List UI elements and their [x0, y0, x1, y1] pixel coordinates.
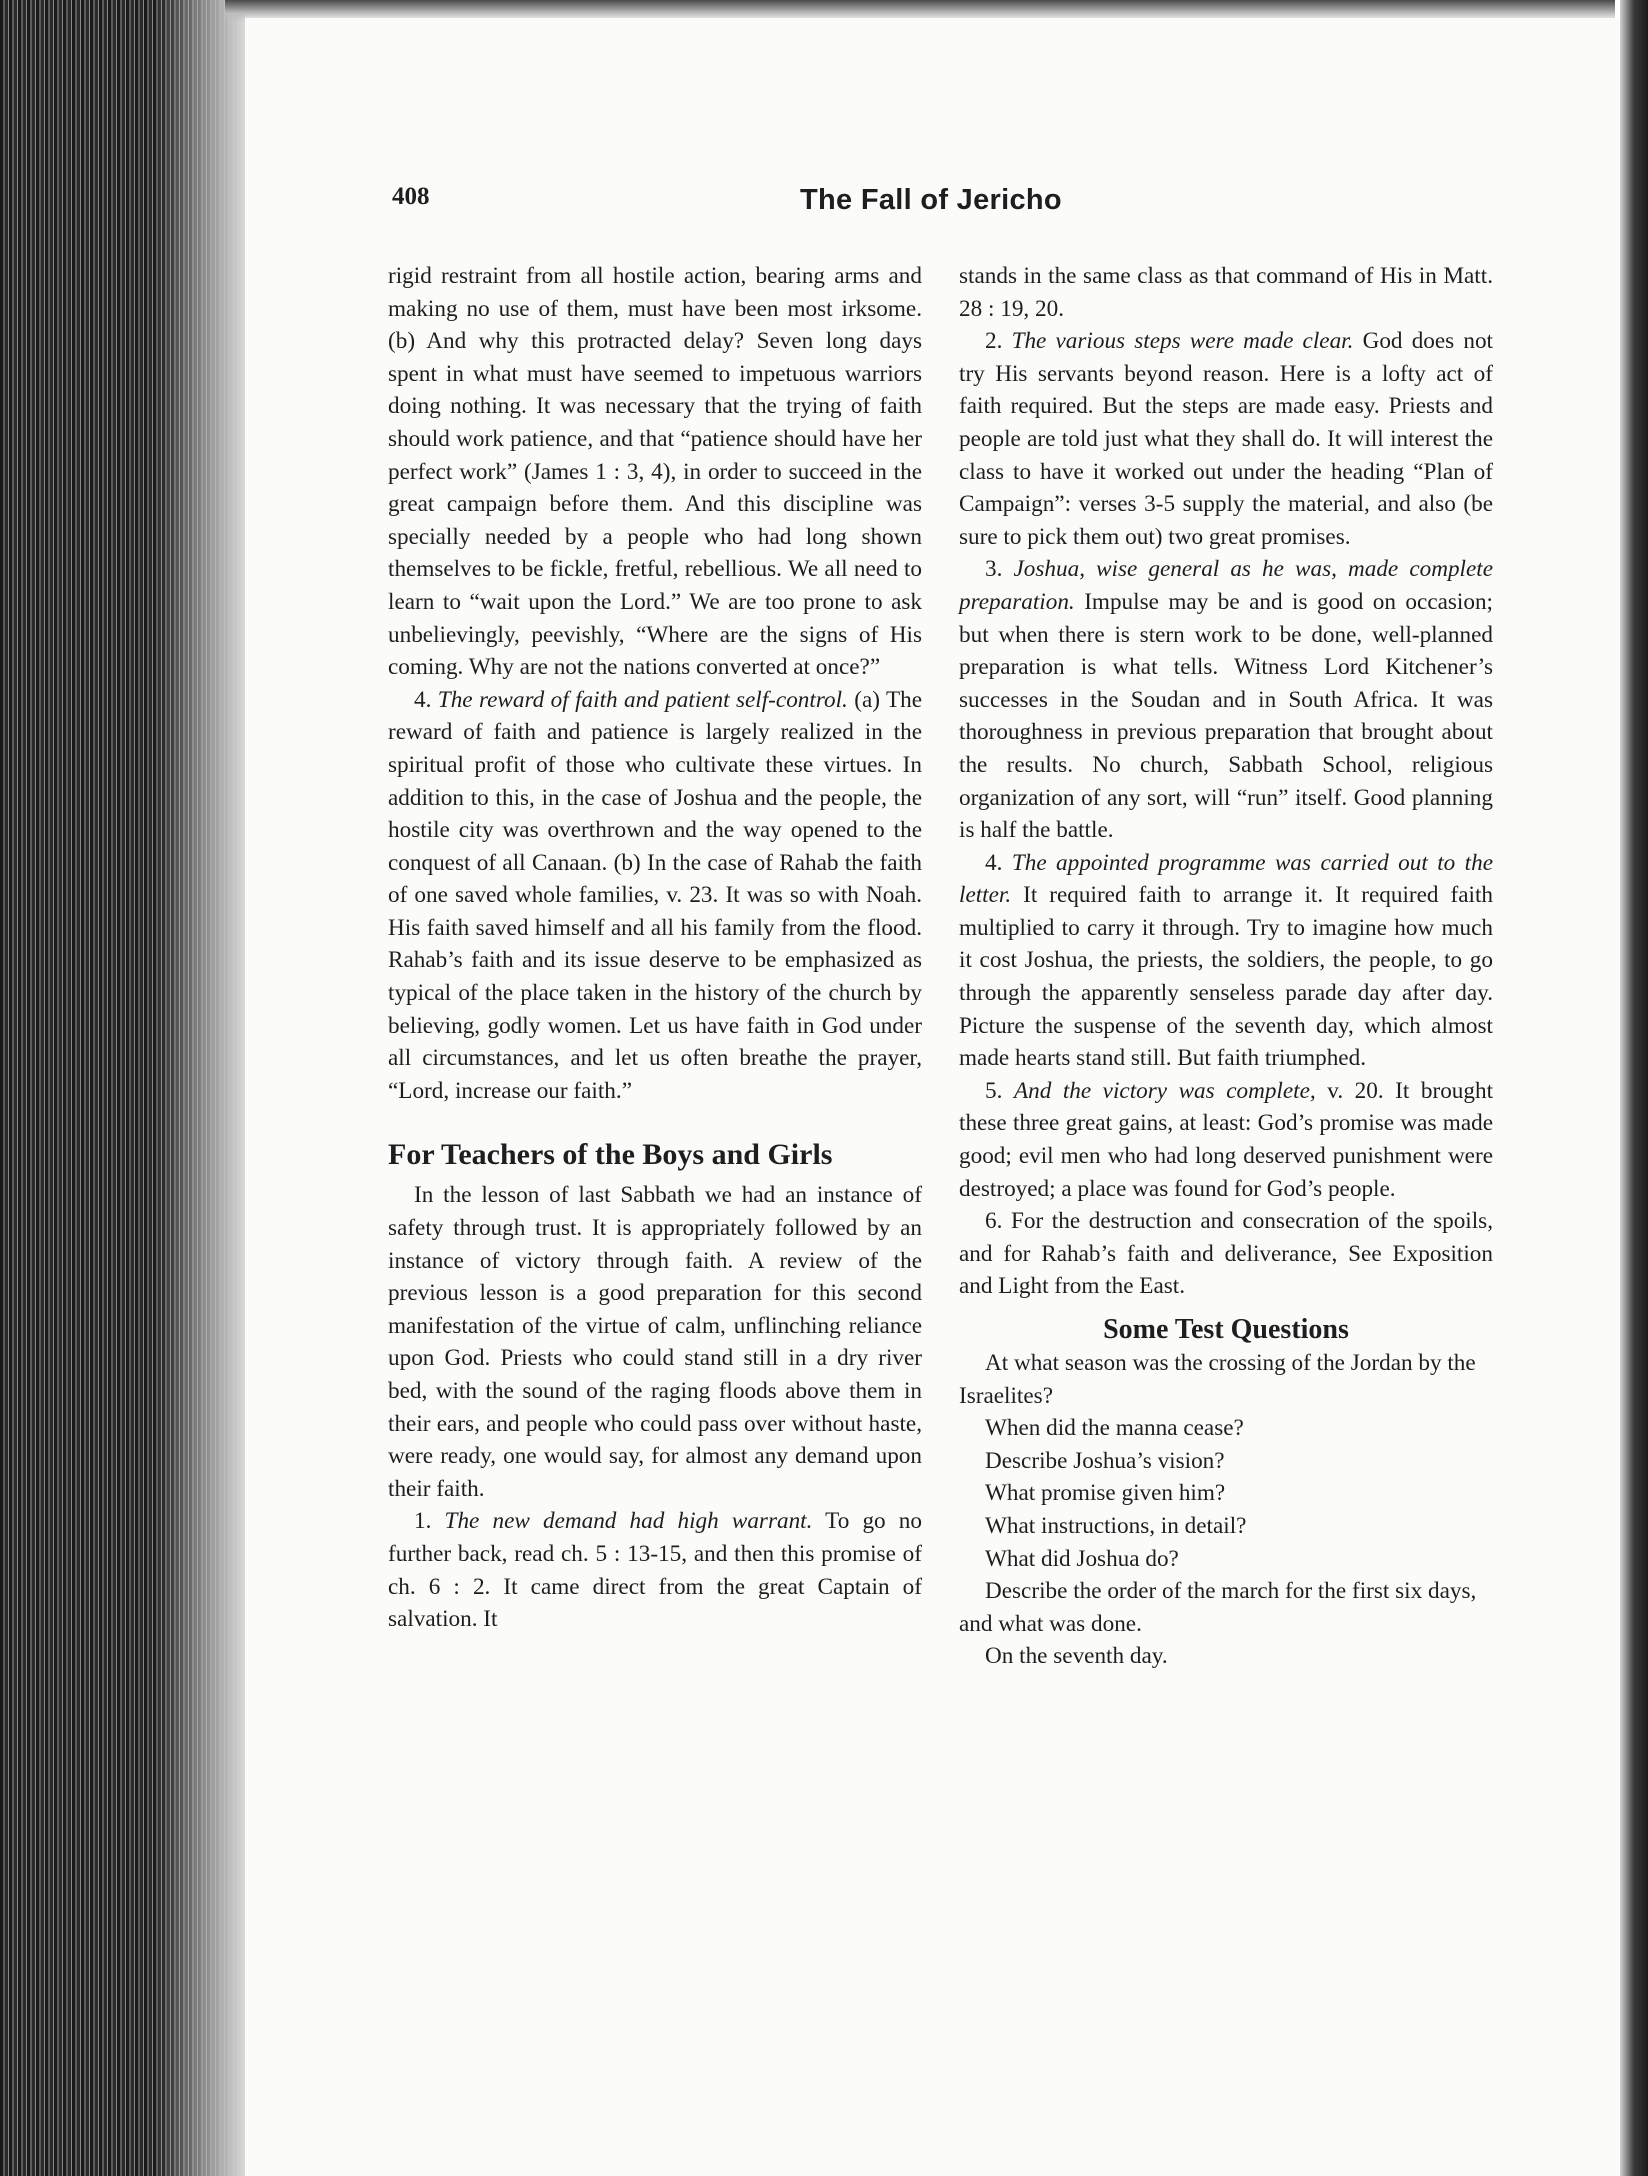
item-number: 2.: [985, 328, 1003, 355]
paragraph: [959, 1075, 1493, 1205]
paragraph: [959, 553, 1493, 846]
running-title: The Fall of Jericho: [800, 184, 1062, 216]
item-number: 4.: [985, 849, 1003, 876]
item-title: The reward of faith and patient self-control.: [437, 686, 848, 713]
item-title: Joshua, wise general as he was, made complete preparation.: [959, 556, 1494, 615]
paragraph: 6. For the destruction and consecration of the spoils, and for Rahab’s faith and deliverance, See Exposition and Light from the East.: [959, 1208, 1493, 1300]
paragraph: [959, 847, 1493, 1075]
item-title: The appointed programme was carried out to the letter.: [959, 849, 1494, 909]
paragraph: [959, 325, 1493, 553]
item-title: The new demand had high warrant.: [444, 1508, 813, 1535]
question: Describe the order of the march for the first six days, and what was done.: [959, 1578, 1477, 1637]
item-body: (a) The reward of faith and patience is largely realized in the spiritual profit of those who cultivate these virtues. In addition to this, in the case of Joshua and the people, the hostile city was overthrown and the way opened to the conquest of all Canaan. (b) In the case of Rahab the faith of one saved whole families, v. 23. It was so with Noah. His faith saved himself and all his family from the flood. Rahab’s faith and its issue deserve to be emphasized as typical of the place taken in the history of the church by believing, godly women. Let us have faith in God under all circumstances, and let us often breathe the prayer, “Lord, increase our faith.”: [388, 686, 923, 1104]
question: Describe Joshua’s vision?: [985, 1447, 1225, 1474]
question: What instructions, in detail?: [985, 1512, 1247, 1539]
right-page-edge: [1620, 0, 1648, 2176]
book-page-edges: [0, 0, 245, 2176]
paragraph: rigid restraint from all hostile action, bearing arms and making no use of them, must have been most irksome. (b) And why this protracted delay? Seven long days spent in what must have seemed to impetuous warriors doing nothing. It was necessary that the trying of faith should work patience, and that “patience should have her perfect work” (James 1 : 3, 4), in order to succeed in the great campaign before them. And this discipline was specially needed by a people who had long shown themselves to be fickle, fretful, rebellious. We all need to learn to “wait upon the Lord.” We are too prone to ask unbelievingly, peevishly, “Where are the signs of His coming. Why are not the nations converted at once?”: [388, 263, 922, 681]
paragraph: stands in the same class as that command of His in Matt. 28 : 19, 20.: [959, 263, 1493, 322]
item-body: God does not try His servants beyond reason. Here is a lofty act of faith required. But the steps are made easy. Priests and people are told just what they shall do. It will interest the class to have it worked out under the heading “Plan of Campaign”: verses 3-5 supply the material, and also (be sure to pick them out) two great promises.: [959, 328, 1493, 550]
item-title: And the victory was complete,: [1013, 1077, 1316, 1104]
section-heading: For Teachers of the Boys and Girls: [388, 1138, 833, 1172]
paragraph: In the lesson of last Sabbath we had an instance of safety through trust. It is appropriately followed by an instance of victory through faith. A review of the previous lesson is a good preparation for this second manifestation of the virtue of calm, unflinching reliance upon God. Priests who could stand still in a dry river bed, with the sound of the raging floods above them in their ears, and people who could pass over without haste, were ready, one would say, for almost any demand upon their faith.: [388, 1182, 922, 1502]
question: When did the manna cease?: [985, 1415, 1244, 1442]
item-number: 3.: [985, 556, 1003, 583]
item-body: v. 20. It brought these three great gains, at least: God’s promise was made good; evil men who had long deserved punishment were destroyed; a place was found for God’s people.: [959, 1077, 1494, 1202]
left-column: [388, 260, 922, 1636]
right-column: [959, 260, 1493, 1673]
item-number: 4.: [414, 686, 432, 713]
question: What promise given him?: [985, 1480, 1226, 1507]
question: What did Joshua do?: [985, 1545, 1179, 1572]
question: At what season was the crossing of the Jordan by the Israelites?: [959, 1350, 1476, 1409]
paragraph: [388, 1505, 922, 1635]
item-title: The various steps were made clear.: [1011, 328, 1354, 355]
question: On the seventh day.: [985, 1643, 1168, 1670]
item-number: 1.: [414, 1508, 432, 1535]
test-questions-heading: Some Test Questions: [1103, 1314, 1349, 1345]
page-number: 408: [392, 183, 430, 210]
item-body: Impulse may be and is good on occasion; but when there is stern work to be done, well-planned preparation is what tells. Witness Lord Kitchener’s successes in the Soudan and in South Africa. It was thoroughness in previous preparation that brought about the results. No church, Sabbath School, religious organization of any sort, will “run” itself. Good planning is half the battle.: [959, 588, 1493, 844]
item-number: 5.: [985, 1077, 1003, 1104]
item-body: To go no further back, read ch. 5 : 13-15, and then this promise of ch. 6 : 2. It came direct from the great Captain of salvation. It: [388, 1508, 922, 1633]
item-body: It required faith to arrange it. It required faith multiplied to carry it through. Try to imagine how much it cost Joshua, the priests, the soldiers, the people, to go through the apparently senseless parade day after day. Picture the suspense of the seventh day, which almost made hearts stand still. But faith triumphed.: [959, 882, 1493, 1072]
paragraph: [388, 684, 922, 1108]
